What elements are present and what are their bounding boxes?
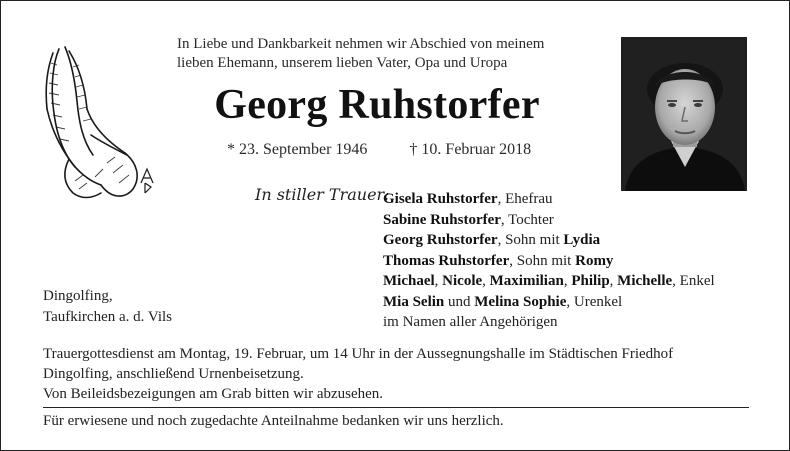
birth-date: * 23. September 1946 bbox=[227, 141, 368, 158]
mourner-relation: im Namen aller Angehörigen bbox=[383, 314, 558, 330]
mourner-name: Gisela Ruhstorfer bbox=[383, 191, 498, 207]
mourner-relation: , bbox=[563, 273, 572, 289]
mourner-name: Melina Sophie bbox=[474, 293, 567, 310]
mourner-name: Romy bbox=[575, 252, 614, 269]
mourner-relation: , bbox=[609, 273, 618, 289]
mourner-row bbox=[383, 189, 783, 210]
mourner-relation: , Ehefrau bbox=[497, 191, 553, 207]
mourner-name: Sabine Ruhstorfer bbox=[383, 211, 501, 228]
mourner-relation: , bbox=[482, 273, 490, 289]
mourner-row bbox=[383, 251, 783, 272]
praying-hands-icon bbox=[29, 43, 159, 203]
mourner-relation: , Sohn mit bbox=[509, 252, 576, 269]
mourner-row bbox=[383, 230, 783, 251]
mourner-relation: , bbox=[434, 273, 443, 289]
service-line-3: Von Beileidsbezeigungen am Grab bitten wir abzusehen. bbox=[43, 386, 384, 402]
mourner-name: Nicole bbox=[442, 273, 483, 289]
places bbox=[43, 286, 172, 327]
mourner-relation: , Sohn mit bbox=[497, 232, 564, 248]
place-1: Dingolfing, bbox=[43, 288, 113, 304]
mourner-row bbox=[383, 271, 783, 292]
service-line-1: Trauergottesdienst am Montag, 19. Februar, um 14 Uhr in der Aussegnungshalle im Städtischen Friedhof bbox=[43, 346, 674, 362]
mourner-row bbox=[383, 312, 783, 333]
mourner-name: Mia Selin bbox=[383, 293, 445, 310]
portrait-photo bbox=[621, 37, 747, 191]
intro-text bbox=[177, 35, 607, 73]
mourner-name: Michelle bbox=[617, 273, 673, 289]
life-dates bbox=[227, 141, 531, 159]
divider-line bbox=[43, 407, 749, 408]
mourner-name: Georg Ruhstorfer bbox=[383, 232, 498, 248]
service-info bbox=[43, 344, 763, 404]
portrait-image bbox=[621, 37, 747, 191]
mourner-relation: , Tochter bbox=[500, 211, 554, 228]
mourners-list bbox=[383, 189, 783, 333]
service-line-2: Dingolfing, anschließend Urnenbeisetzung. bbox=[43, 366, 304, 382]
mourner-row bbox=[383, 292, 783, 313]
mourner-name: Michael bbox=[383, 273, 435, 289]
mourner-name: Thomas Ruhstorfer bbox=[383, 252, 510, 269]
mourner-relation: , Urenkel bbox=[566, 293, 623, 310]
intro-line-2: lieben Ehemann, unserem lieben Vater, Opa und Uropa bbox=[177, 55, 508, 71]
mourner-row bbox=[383, 210, 783, 231]
mourner-name: Philip bbox=[571, 273, 610, 289]
mourner-name: Lydia bbox=[563, 232, 601, 248]
mourner-name: Maximilian bbox=[489, 273, 564, 289]
intro-line-1: In Liebe und Dankbarkeit nehmen wir Abschied von meinem bbox=[177, 36, 545, 52]
death-date: † 10. Februar 2018 bbox=[409, 141, 532, 158]
thanks-text: Für erwiesene und noch zugedachte Anteilnahme bedanken wir uns herzlich. bbox=[43, 413, 504, 429]
mourner-relation: und bbox=[444, 293, 475, 310]
mourner-relation: , Enkel bbox=[672, 273, 715, 289]
place-2: Taufkirchen a. d. Vils bbox=[43, 308, 172, 325]
mourning-label: In stiller Trauer: bbox=[255, 185, 390, 204]
deceased-name: Georg Ruhstorfer bbox=[214, 82, 540, 128]
